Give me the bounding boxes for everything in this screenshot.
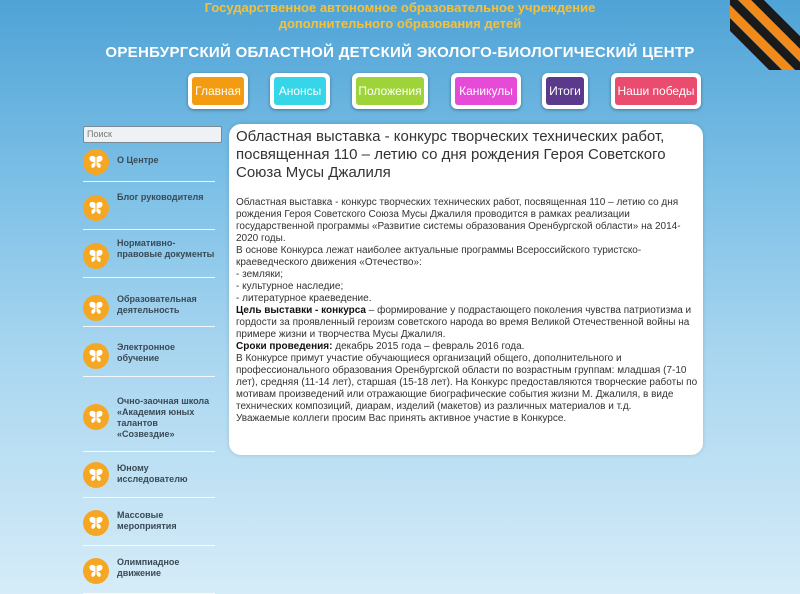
sidebar-item-label: Электронное обучение (117, 341, 176, 363)
menu-divider (83, 593, 215, 594)
menu-divider (83, 181, 215, 182)
article-list-item: - культурное наследие; (236, 281, 344, 292)
org-name-line2: дополнительного образования детей (278, 16, 522, 31)
nav-home-button[interactable] (188, 73, 248, 109)
article-dates (236, 341, 698, 353)
article-goal (236, 305, 698, 341)
butterfly-icon (83, 558, 109, 584)
article-panel (229, 124, 703, 455)
article-participants: В Конкурсе примут участие обучающиеся организаций общего, дополнительного и профессионального образования Оренбургской области по возрастным группам: младшая (7-10 лет), средняя (11-14 лет), старшая (15-18 лет). На Конкурс предоставляются творческие работы по мотивам произведений или отражающие биографические события жизни М. Джалиля, в виде технических композиций, диарам, изделий (макетов) из различных материалов и т.д. (236, 353, 698, 412)
nav-results-label: Итоги (546, 77, 584, 105)
sidebar-item-label: Олимпиадное движение (117, 556, 180, 578)
nav-announcements-label: Анонсы (274, 77, 326, 105)
sidebar-item-label: Блог руководителя (117, 191, 204, 202)
menu-divider (83, 451, 215, 452)
butterfly-icon (83, 243, 109, 269)
article-closing: Уважаемые коллеги просим Вас принять активное участие в Конкурсе. (236, 413, 567, 424)
dates-label: Сроки проведения: (236, 341, 333, 352)
dates-text: декабрь 2015 года – февраль 2016 года. (332, 341, 525, 352)
goal-label: Цель выставки - конкурса (236, 305, 366, 316)
menu-divider (83, 376, 215, 377)
sidebar-item-label: Юному исследователю (117, 462, 188, 484)
article-list-item: - земляки; (236, 269, 284, 280)
article-intro: Областная выставка - конкурс творческих технических работ, посвященная 110 – летию со дня рождения Героя Советского Союза Мусы Джалиля проводится в рамках реализации государственной программы «Развитие системы образования Оренбургской области» на 2014-2020 годы. (236, 197, 681, 244)
goal-text: – формирование у подрастающего поколения чувства патриотизма и гордости за проявленный героизм советского народа во время Великой Отечественной войны на примере жизни и творчества Мусы Джалиля. (236, 305, 692, 340)
site-title: ОРЕНБУРГСКИЙ ОБЛАСТНОЙ ДЕТСКИЙ ЭКОЛОГО-БИОЛОГИЧЕСКИЙ ЦЕНТР (105, 44, 695, 61)
article-list-item: - литературное краеведение. (236, 293, 372, 304)
menu-divider (83, 277, 215, 278)
butterfly-icon (83, 462, 109, 488)
nav-regulations-label: Положения (356, 77, 424, 105)
menu-divider (83, 326, 215, 327)
main-nav (0, 73, 800, 111)
menu-divider (83, 497, 215, 498)
sidebar-item-label: Образовательная деятельность (117, 293, 197, 315)
article-basis: В основе Конкурса лежат наиболее актуальные программы Всероссийского туристско-краеведческого движения «Отечество»: (236, 245, 642, 268)
nav-holidays-button[interactable] (451, 73, 521, 109)
butterfly-icon (83, 149, 109, 175)
search-input[interactable] (83, 126, 222, 143)
org-name-line1: Государственное автономное образовательное учреждение (204, 0, 596, 15)
article-body (236, 197, 698, 425)
article-title: Областная выставка - конкурс творческих технических работ, посвященная 110 – летию со дня рождения Героя Советского Союза Мусы Джалиля (236, 128, 666, 181)
sidebar-item-label: О Центре (117, 154, 159, 165)
sidebar (83, 124, 223, 578)
butterfly-icon (83, 510, 109, 536)
nav-holidays-label: Каникулы (455, 77, 517, 105)
menu-divider (83, 545, 215, 546)
butterfly-icon (83, 404, 109, 430)
sidebar-item-label: Нормативно-правовые документы (117, 237, 215, 259)
sidebar-item-label: Очно-заочная школа «Академия юных талантов «Созвездие» (117, 395, 210, 439)
butterfly-icon (83, 343, 109, 369)
nav-victories-label: Наши победы (615, 77, 697, 105)
menu-divider (83, 229, 215, 230)
butterfly-icon (83, 195, 109, 221)
sidebar-item-label: Массовые мероприятия (117, 509, 177, 531)
nav-results-button[interactable] (542, 73, 588, 109)
nav-announcements-button[interactable] (270, 73, 330, 109)
nav-regulations-button[interactable] (352, 73, 428, 109)
butterfly-icon (83, 295, 109, 321)
nav-victories-button[interactable] (611, 73, 701, 109)
nav-home-label: Главная (192, 77, 244, 105)
